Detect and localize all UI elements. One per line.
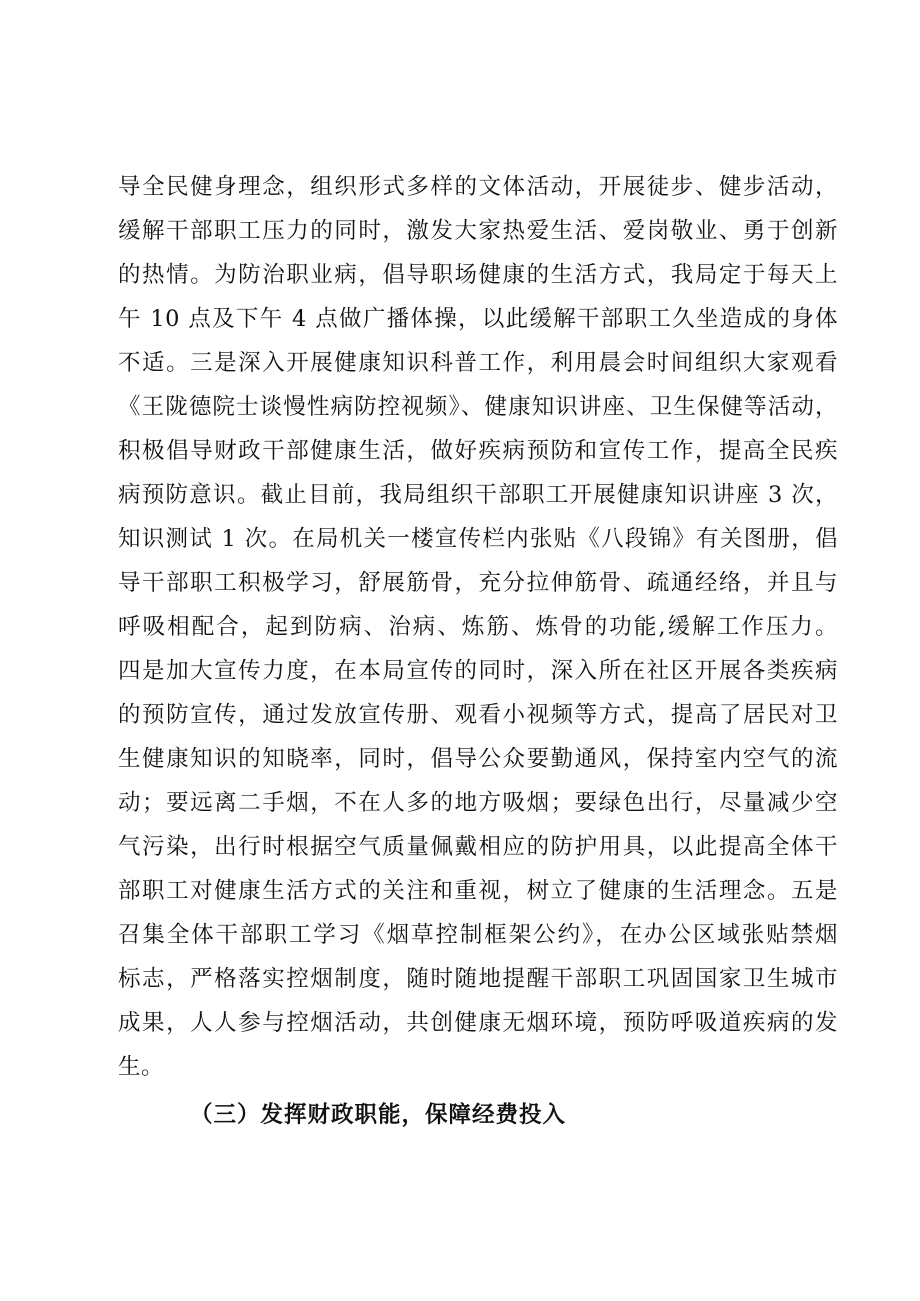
paragraph-line: 缓解干部职工压力的同时，激发大家热爱生活、爱岗敬业、勇于创新 bbox=[118, 218, 838, 244]
paragraph-line: 生。 bbox=[118, 1054, 165, 1080]
paragraph-line: 《王陇德院士谈慢性病防控视频》、健康知识讲座、卫生保健等活动， bbox=[118, 394, 838, 420]
paragraph-line: 召集全体干部职工学习《烟草控制框架公约》，在办公区域张贴禁烟 bbox=[118, 922, 838, 948]
paragraph-line: 病预防意识。截止目前，我局组织干部职工开展健康知识讲座 3 次， bbox=[118, 482, 838, 508]
paragraph-line: 成果，人人参与控烟活动，共创健康无烟环境，预防呼吸道疾病的发 bbox=[118, 1010, 838, 1036]
paragraph-line: 气污染，出行时根据空气质量佩戴相应的防护用具，以此提高全体干 bbox=[118, 834, 838, 860]
section-heading: （三）发挥财政职能，保障经费投入 bbox=[190, 1102, 567, 1128]
paragraph-line: 午 10 点及下午 4 点做广播体操，以此缓解干部职工久坐造成的身体 bbox=[118, 306, 838, 332]
paragraph-line: 生健康知识的知晓率，同时，倡导公众要勤通风，保持室内空气的流 bbox=[118, 746, 838, 772]
paragraph-line: 知识测试 1 次。在局机关一楼宣传栏内张贴《八段锦》有关图册，倡 bbox=[118, 526, 838, 552]
paragraph-line: 的热情。为防治职业病，倡导职场健康的生活方式，我局定于每天上 bbox=[118, 262, 838, 288]
paragraph-line: 部职工对健康生活方式的关注和重视，树立了健康的生活理念。五是 bbox=[118, 878, 838, 904]
paragraph-line: 动；要远离二手烟，不在人多的地方吸烟；要绿色出行，尽量减少空 bbox=[118, 790, 838, 816]
paragraph-line: 导全民健身理念，组织形式多样的文体活动，开展徒步、健步活动， bbox=[118, 174, 838, 200]
paragraph-line: 呼吸相配合，起到防病、治病、炼筋、炼骨的功能,缓解工作压力。 bbox=[118, 614, 838, 640]
paragraph-line: 导干部职工积极学习，舒展筋骨，充分拉伸筋骨、疏通经络，并且与 bbox=[118, 570, 838, 596]
paragraph-line: 四是加大宣传力度，在本局宣传的同时，深入所在社区开展各类疾病 bbox=[118, 658, 838, 684]
paragraph-line: 标志，严格落实控烟制度，随时随地提醒干部职工巩固国家卫生城市 bbox=[118, 966, 838, 992]
paragraph-line: 的预防宣传，通过发放宣传册、观看小视频等方式，提高了居民对卫 bbox=[118, 702, 838, 728]
paragraph-line: 不适。三是深入开展健康知识科普工作，利用晨会时间组织大家观看 bbox=[118, 350, 838, 376]
paragraph-line: 积极倡导财政干部健康生活，做好疾病预防和宣传工作，提高全民疾 bbox=[118, 438, 838, 464]
